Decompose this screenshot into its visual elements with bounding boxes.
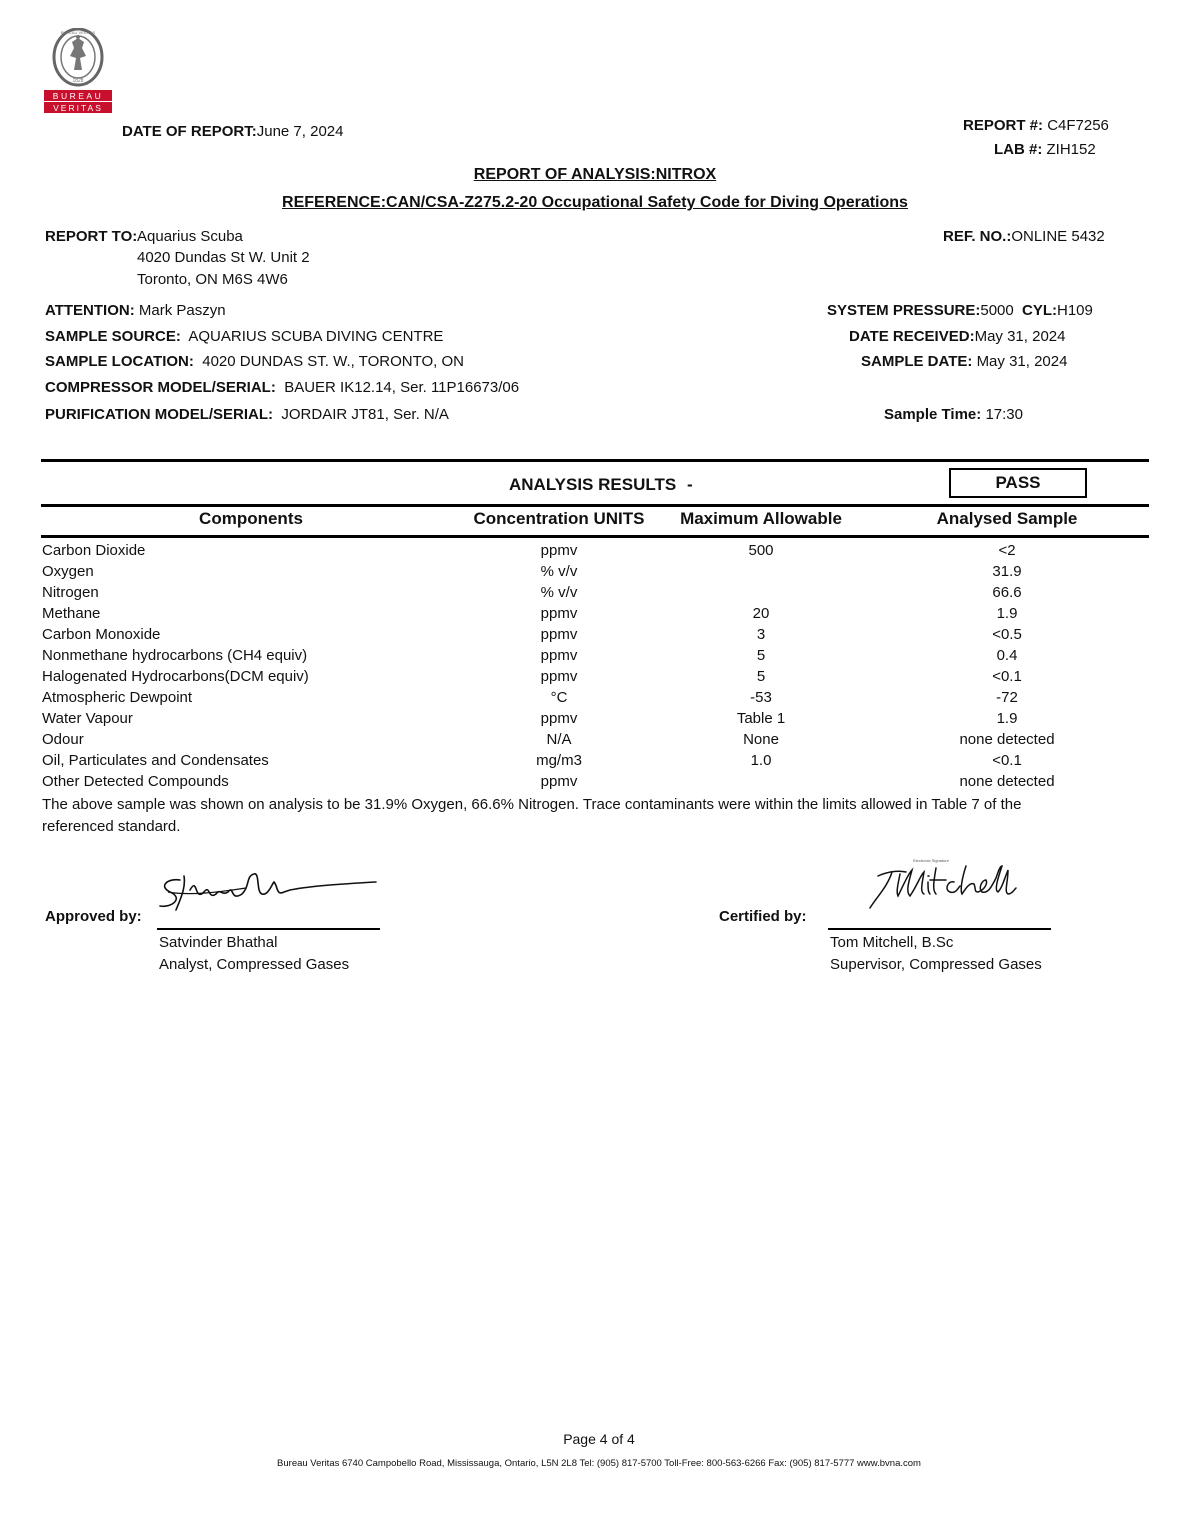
table-row: Oxygen % v/v 31.9 [42, 563, 1022, 580]
results-table [41, 540, 1149, 792]
approved-name: Satvinder Bhathal [159, 934, 278, 951]
report-reference: REFERENCE:CAN/CSA-Z275.2-20 Occupational Safety Code for Diving Operations [282, 194, 908, 211]
system-pressure-label: SYSTEM PRESSURE: [827, 302, 981, 319]
component-name: Halogenated Hydrocarbons(DCM equiv) [42, 668, 309, 685]
sample-date [861, 353, 1067, 370]
component-name: Oil, Particulates and Condensates [42, 752, 269, 769]
sample-location-value: 4020 DUNDAS ST. W., TORONTO, ON [202, 353, 464, 370]
component-name: Atmospheric Dewpoint [42, 689, 193, 706]
report-to-address1: 4020 Dundas St W. Unit 2 [137, 249, 310, 266]
table-row: Carbon Dioxide ppmv 500 <2 [42, 542, 1016, 559]
certified-by-label: Certified by: [719, 908, 807, 925]
cylinder-label: CYL: [1022, 302, 1057, 319]
approved-signature-line [157, 928, 380, 930]
sample-date-label: SAMPLE DATE: [861, 353, 973, 370]
certified-name: Tom Mitchell, B.Sc [830, 934, 954, 951]
report-number-label: REPORT #: [963, 117, 1044, 134]
compressor-value: BAUER IK12.14, Ser. 11P16673/06 [284, 379, 520, 396]
report-to-address2: Toronto, ON M6S 4W6 [137, 271, 288, 288]
date-received-value: May 31, 2024 [974, 328, 1066, 345]
table-row: Oil, Particulates and Condensates mg/m3 1.0 <0.1 [42, 752, 1022, 769]
report-to-label: REPORT TO: [45, 228, 138, 245]
column-header-units: Concentration UNITS [473, 509, 645, 528]
sample-source-value: AQUARIUS SCUBA DIVING CENTRE [188, 328, 444, 345]
lab-number-value: ZIH152 [1046, 141, 1096, 158]
table-row: Methane ppmv 20 1.9 [42, 605, 1018, 622]
component-name: Methane [42, 605, 101, 622]
purification-value: JORDAIR JT81, Ser. N/A [281, 406, 449, 423]
date-received [849, 328, 1065, 345]
top-rule [41, 459, 1149, 462]
component-name: Oxygen [42, 563, 94, 580]
purification-label: PURIFICATION MODEL/SERIAL: [45, 406, 274, 423]
column-header-analysed-sample: Analysed Sample [936, 509, 1078, 528]
summary-line-2: referenced standard. [42, 818, 181, 835]
approved-title: Analyst, Compressed Gases [159, 956, 350, 973]
table-row: Other Detected Compounds ppmv none detected [42, 773, 1055, 790]
svg-text:VERITAS: VERITAS [53, 103, 103, 113]
lab-number [994, 141, 1096, 158]
component-name: Water Vapour [42, 710, 133, 727]
system-pressure-value: 5000 [980, 302, 1014, 319]
certified-title: Supervisor, Compressed Gases [830, 956, 1042, 973]
component-name: Other Detected Compounds [42, 773, 229, 790]
page-number: Page 4 of 4 [563, 1431, 635, 1447]
date-received-label: DATE RECEIVED: [849, 328, 975, 345]
bureau-veritas-logo [44, 28, 112, 114]
date-of-report-label: DATE OF REPORT: [122, 123, 257, 140]
sample-location [45, 353, 464, 370]
sample-location-label: SAMPLE LOCATION: [45, 353, 194, 370]
attention [45, 302, 226, 319]
report-number-value: C4F7256 [1047, 117, 1109, 134]
component-name: Nitrogen [42, 584, 99, 601]
ref-number-value: ONLINE 5432 [1011, 228, 1105, 245]
date-of-report-value: June 7, 2024 [256, 123, 344, 140]
summary-line-1: The above sample was shown on analysis to be 31.9% Oxygen, 66.6% Nitrogen. Trace contaminants were within the limits allowed in Table 7 of the [42, 796, 1022, 813]
sample-time-value: 17:30 [985, 406, 1023, 423]
table-row: Nonmethane hydrocarbons (CH4 equiv) ppmv 5 0.4 [42, 647, 1018, 664]
analysis-dash: - [687, 475, 693, 494]
approved-signature-icon [150, 862, 382, 922]
svg-text:BUREAU: BUREAU [52, 91, 104, 101]
certified-signature-line [828, 928, 1051, 930]
compressor-label: COMPRESSOR MODEL/SERIAL: [45, 379, 276, 396]
compressor [45, 379, 519, 396]
approved-by-label: Approved by: [45, 908, 142, 925]
column-header-max-allowable: Maximum Allowable [680, 509, 842, 528]
column-header-components: Components [199, 509, 303, 528]
lab-number-label: LAB #: [994, 141, 1043, 158]
component-name: Nonmethane hydrocarbons (CH4 equiv) [42, 647, 308, 664]
pass-status-badge: PASS [949, 468, 1087, 498]
sample-time [884, 406, 1023, 423]
date-of-report [122, 123, 343, 140]
table-row: Atmospheric Dewpoint °C -53 -72 [42, 689, 1018, 706]
table-row: Halogenated Hydrocarbons(DCM equiv) ppmv 5 <0.1 [42, 668, 1022, 685]
analysis-title: ANALYSIS RESULTS [509, 475, 677, 494]
report-title: REPORT OF ANALYSIS:NITROX [473, 166, 717, 183]
component-name: Odour [42, 731, 84, 748]
sample-source-label: SAMPLE SOURCE: [45, 328, 181, 345]
sample-source [45, 328, 443, 345]
header-rule-top [41, 504, 1149, 507]
report-to-name: Aquarius Scuba [137, 228, 243, 245]
report-number [963, 117, 1109, 134]
table-row: Water Vapour ppmv Table 1 1.9 [42, 710, 1018, 727]
header-rule-bottom [41, 535, 1149, 538]
footer-address: Bureau Veritas 6740 Campobello Road, Mississauga, Ontario, L5N 2L8 Tel: (905) 817-5700 Toll-Free: 800-563-6266 Fax: (905) 817-5777 www.bvna.com [277, 1458, 921, 1469]
component-name: Carbon Monoxide [42, 626, 161, 643]
table-row: Nitrogen % v/v 66.6 [42, 584, 1022, 601]
cylinder [1022, 302, 1093, 319]
table-row: Odour N/A None none detected [42, 731, 1055, 748]
bureau-veritas-seal-icon [44, 28, 112, 114]
system-pressure [827, 302, 1014, 319]
certified-signature-icon [862, 862, 1022, 914]
cylinder-value: H109 [1057, 302, 1093, 319]
sample-date-value: May 31, 2024 [976, 353, 1068, 370]
purification [45, 406, 449, 423]
svg-text:BUREAU VERITAS: BUREAU VERITAS [60, 30, 96, 35]
table-row: Carbon Monoxide ppmv 3 <0.5 [42, 626, 1022, 643]
electronic-signature-note: Electronic Signature [913, 858, 949, 863]
ref-number [943, 228, 1105, 245]
svg-text:1828: 1828 [72, 78, 84, 84]
attention-value: Mark Paszyn [138, 302, 226, 319]
attention-label: ATTENTION: [45, 302, 135, 319]
sample-time-label: Sample Time: [884, 406, 982, 423]
ref-number-label: REF. NO.: [943, 228, 1012, 245]
component-name: Carbon Dioxide [42, 542, 146, 559]
